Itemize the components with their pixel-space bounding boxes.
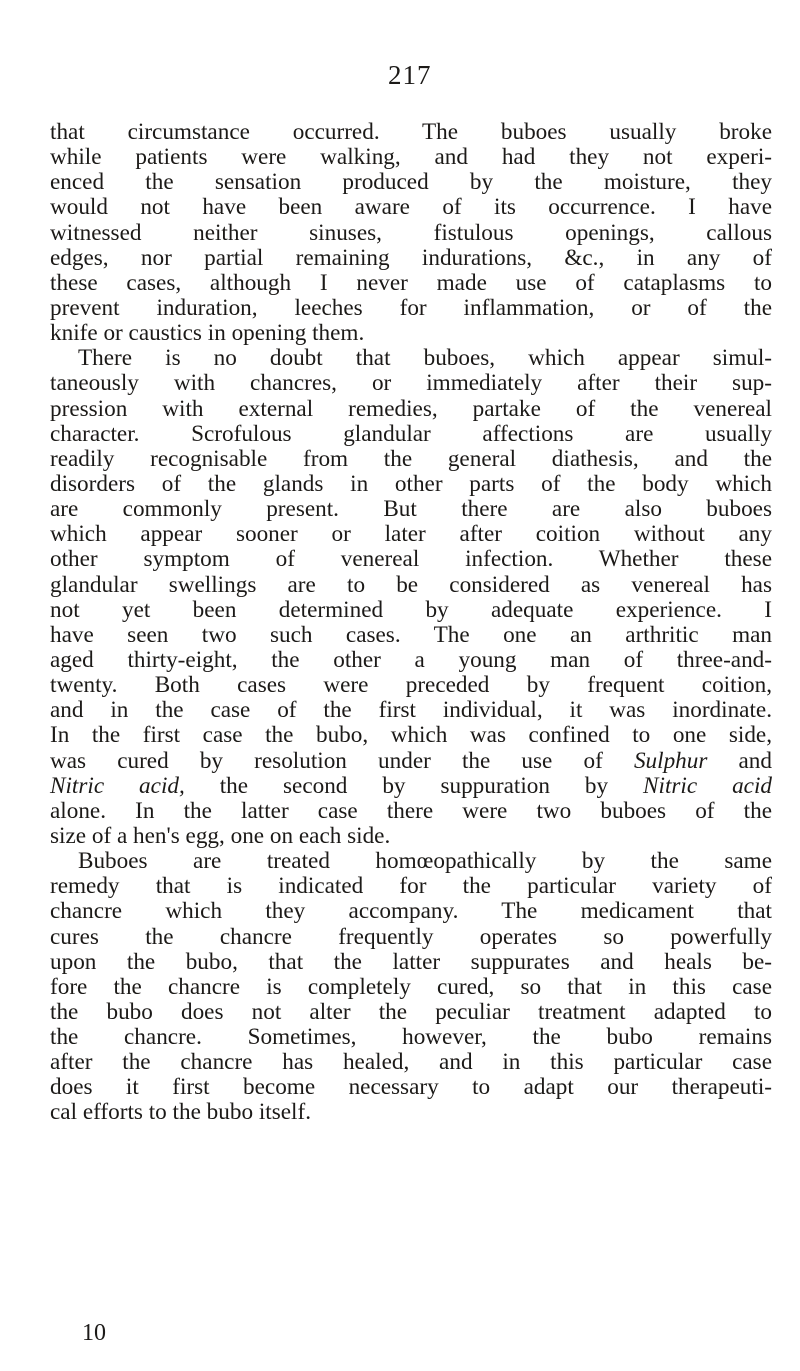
text-run: the second by suppuration by [184, 772, 644, 799]
text-line: chancre which they accompany. The medicament that [50, 898, 772, 925]
text-line: while patients were walking, and had they not experi- [50, 144, 772, 171]
text-line: disorders of the glands in other parts of the body which [50, 470, 772, 497]
text-line: that circumstance occurred. The buboes usually broke [50, 119, 772, 145]
text-line: Buboes are treated homœopathically by the same [78, 848, 772, 875]
text-line: enced the sensation produced by the moisture, they [50, 169, 772, 196]
text-line: character. Scrofulous glandular affections are usually [50, 420, 772, 447]
text-line: other symptom of venereal infection. Whether these [50, 546, 772, 573]
text-line: would not have been aware of its occurrence. I have [50, 194, 772, 221]
text-line: not yet been determined by adequate experience. I [50, 596, 772, 623]
text-line: witnessed neither sinuses, fistulous openings, callous [50, 219, 772, 246]
text-line: the bubo does not alter the peculiar treatment adapted to [50, 998, 772, 1025]
text-line: pression with external remedies, partake of the venereal [50, 395, 772, 422]
text-line: are commonly present. But there are also buboes [50, 496, 772, 523]
text-line: these cases, although I never made use of cataplasms to [50, 269, 772, 296]
text-line: glandular swellings are to be considered as venereal has [50, 571, 772, 598]
text-line: edges, nor partial remaining indurations, &c., in any of [50, 244, 772, 271]
text-line: readily recognisable from the general diathesis, and the [50, 445, 772, 472]
text-line: upon the bubo, that the latter suppurates and heals be- [50, 948, 772, 975]
text-line: knife or caustics in opening them. [50, 320, 365, 347]
remedy-name: Nitric acid [643, 772, 773, 799]
text-line: and in the case of the first individual, it was inordinate. [50, 697, 772, 724]
text-line: does it first become necessary to adapt our therapeuti- [50, 1074, 772, 1101]
body-text [50, 120, 772, 1126]
text-line: cal efforts to the bubo itself. [50, 1099, 312, 1126]
text-line: cures the chancre frequently operates so powerfully [50, 923, 772, 950]
text-line: remedy that is indicated for the particular variety of [50, 873, 772, 900]
text-line: alone. In the latter case there were two buboes of the [50, 797, 772, 824]
text-run: was cured by resolution under the use of [50, 747, 634, 774]
text-line: fore the chancre is completely cured, so that in this case [50, 973, 772, 1000]
text-line: after the chancre has healed, and in this particular case [50, 1049, 772, 1076]
text-line: size of a hen's egg, one on each side. [50, 822, 391, 849]
text-line: have seen two such cases. The one an arthritic man [50, 621, 772, 648]
text-line: taneously with chancres, or immediately after their sup- [50, 370, 772, 397]
page-number: 217 [388, 60, 432, 90]
remedy-name: Nitric acid, [50, 772, 185, 799]
text-line [50, 774, 772, 799]
text-line: prevent induration, leeches for inflammation, or of the [50, 294, 772, 321]
text-line: There is no doubt that buboes, which appear simul- [78, 345, 772, 372]
text-run: and [707, 747, 772, 774]
text-line: which appear sooner or later after coition without any [50, 521, 772, 548]
text-line: In the first case the bubo, which was confined to one side, [50, 722, 772, 749]
remedy-name: Sulphur [633, 747, 708, 774]
text-line [50, 749, 772, 774]
text-line: twenty. Both cases were preceded by frequent coition, [50, 672, 772, 699]
text-line: aged thirty-eight, the other a young man of three-and- [50, 646, 772, 673]
text-line: the chancre. Sometimes, however, the bubo remains [50, 1024, 772, 1051]
signature-mark: 10 [82, 1320, 106, 1346]
